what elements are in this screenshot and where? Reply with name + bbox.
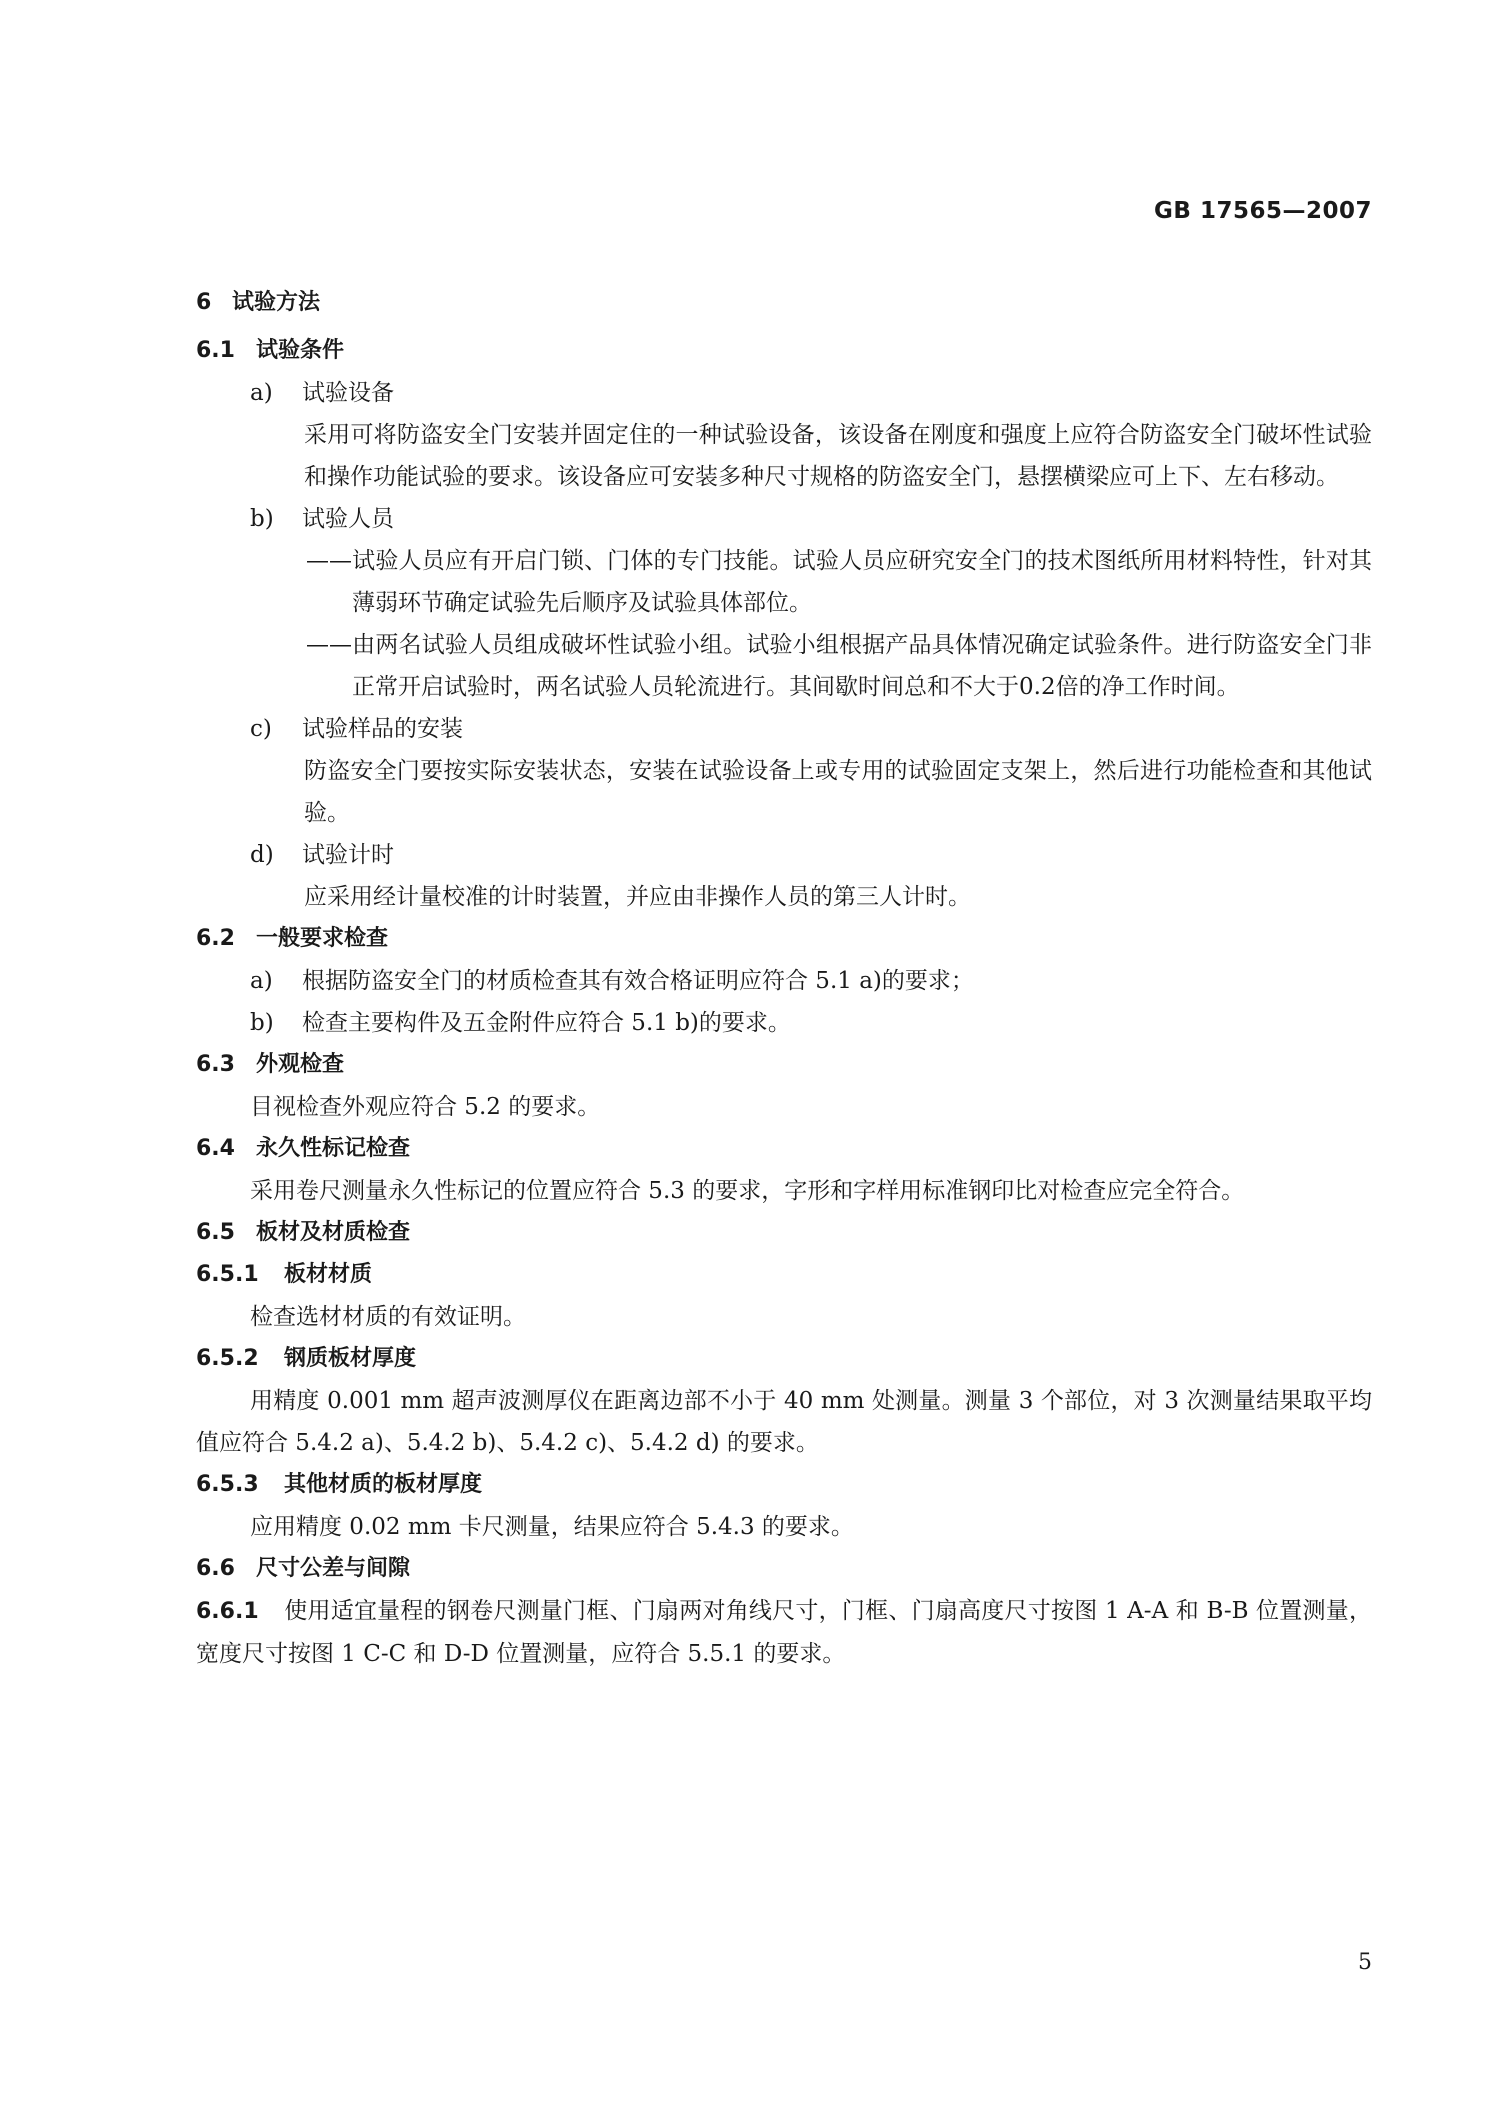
section-title: 试验条件	[256, 338, 345, 363]
section-number: 6	[196, 290, 212, 315]
section-6-4-heading	[196, 1128, 1372, 1170]
item-text: 检查主要构件及五金附件应符合 5.1 b)的要求。	[302, 1010, 791, 1036]
section-6-5-1-text: 检查选材材质的有效证明。	[250, 1304, 526, 1330]
section-number: 6.3	[196, 1052, 235, 1077]
section-6-heading	[196, 282, 1372, 324]
item-letter: b)	[250, 1010, 274, 1036]
section-6-5-3-text: 应用精度 0.02 mm 卡尺测量，结果应符合 5.4.3 的要求。	[250, 1514, 854, 1540]
section-6-5-2-heading	[196, 1338, 1372, 1380]
item-title: 试验计时	[302, 842, 394, 868]
section-title: 试验方法	[232, 290, 321, 315]
section-title: 一般要求检查	[256, 926, 389, 951]
item-letter: d)	[250, 842, 274, 868]
section-number: 6.6.1	[196, 1599, 259, 1624]
section-6-5-2-text: 用精度 0.001 mm 超声波测厚仪在距离边部不小于 40 mm 处测量。测量 3 个部位，对 3 次测量结果取平均值应符合 5.4.2 a)、5.4.2 b)、5.4.2 c)、5.4.2 d) 的要求。	[196, 1388, 1372, 1456]
section-title: 尺寸公差与间隙	[256, 1556, 411, 1581]
section-title: 板材材质	[284, 1262, 373, 1287]
section-6-5-heading	[196, 1212, 1372, 1254]
section-title: 其他材质的板材厚度	[284, 1472, 483, 1497]
section-6-5-3-heading	[196, 1464, 1372, 1506]
item-b-dash-2: ——由两名试验人员组成破坏性试验小组。试验小组根据产品具体情况确定试验条件。进行防盗安全门非正常开启试验时，两名试验人员轮流进行。其间歇时间总和不大于0.2倍的净工作时间。	[306, 632, 1372, 700]
section-6-6-heading	[196, 1548, 1372, 1590]
item-letter: b)	[250, 506, 274, 532]
page-number: 5	[1358, 1950, 1372, 1975]
item-d-text: 应采用经计量校准的计时装置，并应由非操作人员的第三人计时。	[304, 884, 971, 910]
section-6-5-1-heading	[196, 1254, 1372, 1296]
section-title: 永久性标记检查	[256, 1136, 411, 1161]
section-6-6-1-paragraph	[196, 1590, 1372, 1675]
section-title: 板材及材质检查	[256, 1220, 411, 1245]
item-text: 根据防盗安全门的材质检查其有效合格证明应符合 5.1 a)的要求；	[302, 968, 974, 994]
section-6-1-heading	[196, 330, 1372, 372]
section-6-3-heading	[196, 1044, 1372, 1086]
section-number: 6.5.3	[196, 1472, 259, 1497]
item-a-text: 采用可将防盗安全门安装并固定住的一种试验设备，该设备在刚度和强度上应符合防盗安全门破坏性试验和操作功能试验的要求。该设备应可安装多种尺寸规格的防盗安全门，悬摆横梁应可上下、左右移动。	[304, 422, 1372, 490]
section-number: 6.5.1	[196, 1262, 259, 1287]
section-6-4-text: 采用卷尺测量永久性标记的位置应符合 5.3 的要求，字形和字样用标准钢印比对检查应完全符合。	[250, 1178, 1245, 1204]
item-c-text: 防盗安全门要按实际安装状态，安装在试验设备上或专用的试验固定支架上，然后进行功能检查和其他试验。	[304, 758, 1372, 826]
list-item-a	[196, 960, 1372, 1002]
item-letter: a)	[250, 968, 273, 994]
section-6-2-heading	[196, 918, 1372, 960]
section-number: 6.4	[196, 1136, 235, 1161]
document-body	[196, 282, 1372, 1675]
list-item-b	[196, 1002, 1372, 1044]
item-title: 试验设备	[302, 380, 394, 406]
item-d-label	[196, 834, 1372, 876]
item-title: 试验样品的安装	[302, 716, 463, 742]
section-number: 6.5.2	[196, 1346, 259, 1371]
standard-number: GB 17565—2007	[1154, 198, 1372, 224]
item-a-label	[196, 372, 1372, 414]
item-letter: a)	[250, 380, 273, 406]
section-number: 6.5	[196, 1220, 235, 1245]
section-6-6-1-text: 使用适宜量程的钢卷尺测量门框、门扇两对角线尺寸，门框、门扇高度尺寸按图 1 A-A 和 B-B 位置测量，宽度尺寸按图 1 C-C 和 D-D 位置测量，应符合 5.5.1 的要求。	[196, 1598, 1372, 1667]
section-6-3-text: 目视检查外观应符合 5.2 的要求。	[250, 1094, 601, 1120]
item-b-label	[196, 498, 1372, 540]
item-letter: c)	[250, 716, 272, 742]
section-title: 外观检查	[256, 1052, 345, 1077]
section-number: 6.2	[196, 926, 235, 951]
section-number: 6.6	[196, 1556, 235, 1581]
item-b-dash-1: ——试验人员应有开启门锁、门体的专门技能。试验人员应研究安全门的技术图纸所用材料特性，针对其薄弱环节确定试验先后顺序及试验具体部位。	[306, 548, 1372, 616]
section-title: 钢质板材厚度	[284, 1346, 417, 1371]
item-c-label	[196, 708, 1372, 750]
section-number: 6.1	[196, 338, 235, 363]
item-title: 试验人员	[302, 506, 394, 532]
